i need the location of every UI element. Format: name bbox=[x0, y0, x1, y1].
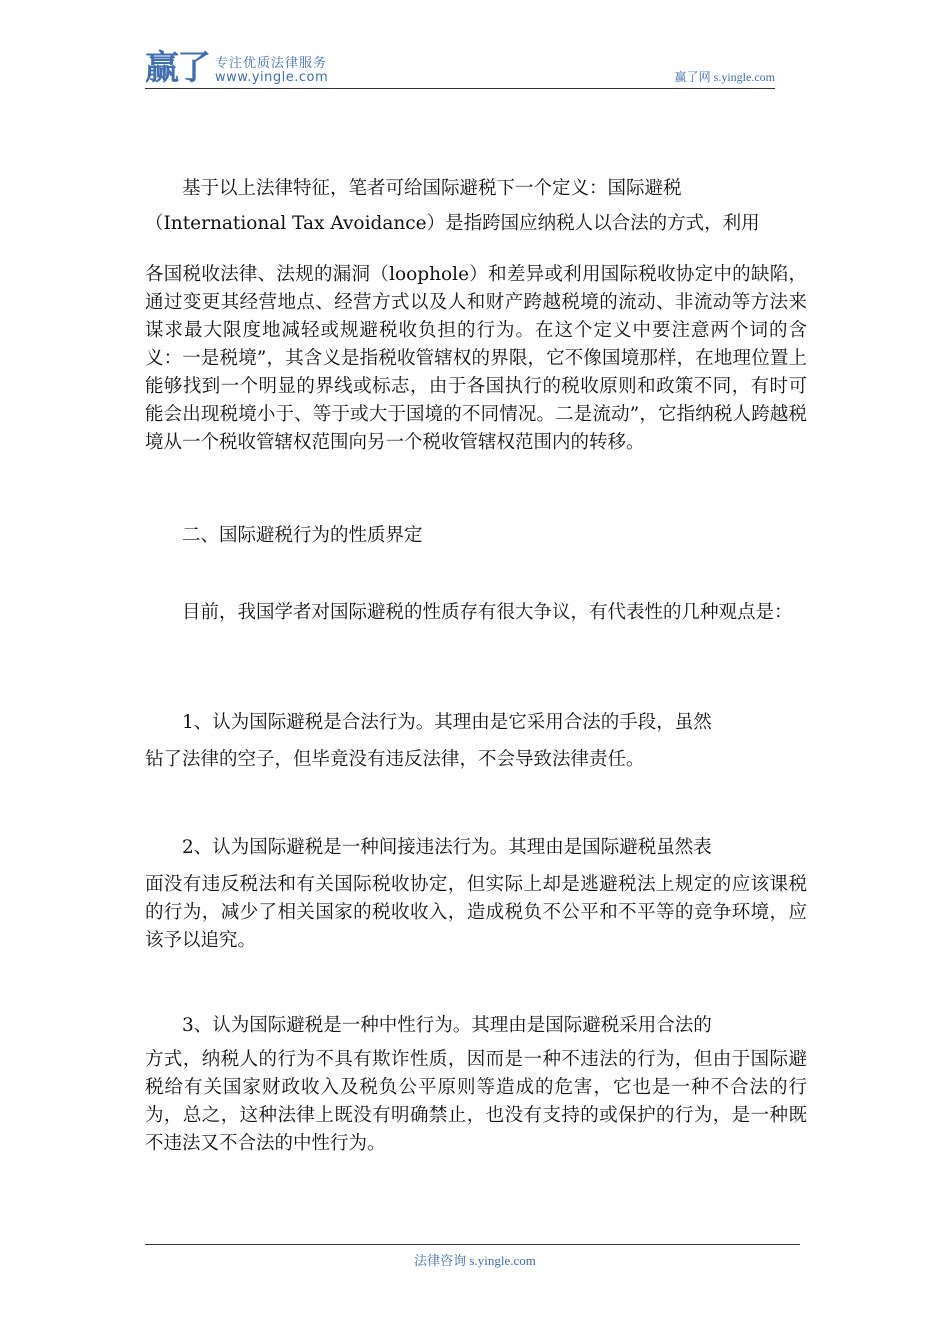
paragraph-definition-line2: （International Tax Avoidance）是指跨国应纳税人以合法的方式，利用 bbox=[145, 213, 760, 234]
paragraph-definition-line1: 基于以上法律特征，笔者可给国际避税下一个定义：国际避税 bbox=[182, 178, 682, 199]
header-divider bbox=[145, 88, 775, 89]
view-2-rest: 面没有违反税法和有关国际税收协定，但实际上却是逃避税法上规定的应该课税的行为，减少了相关国家的税收收入，造成税负不公平和不平等的竞争环境，应该予以追究。 bbox=[145, 874, 807, 951]
footer-divider bbox=[145, 1244, 800, 1245]
view-1-rest: 钻了法律的空子，但毕竟没有违反法律，不会导致法律责任。 bbox=[145, 749, 645, 770]
yingle-logo: 赢了 bbox=[145, 48, 209, 88]
page-header bbox=[145, 48, 775, 90]
paragraph-intro-views: 目前，我国学者对国际避税的性质存有很大争议，有代表性的几种观点是： bbox=[182, 602, 793, 623]
view-2-line1: 2、认为国际避税是一种间接违法行为。其理由是国际避税虽然表 bbox=[182, 837, 712, 858]
view-3-rest: 方式，纳税人的行为不具有欺诈性质，因而是一种不违法的行为，但由于国际避税给有关国家财政收入及税负公平原则等造成的危害，它也是一种不合法的行为，总之，这种法律上既没有明确禁止，也没有支持的或保护的行为，是一种既不违法又不合法的中性行为。 bbox=[145, 1049, 807, 1154]
logo-url: www.yingle.com bbox=[215, 70, 329, 85]
view-3-line1: 3、认为国际避税是一种中性行为。其理由是国际避税采用合法的 bbox=[182, 1015, 712, 1036]
footer-link[interactable]: 法律咨询 s.yingle.com bbox=[414, 1253, 536, 1268]
paragraph-definition-rest: 各国税收法律、法规的漏洞（loophole）和差异或利用国际税收协定中的缺陷，通过变更其经营地点、经营方式以及人和财产跨越税境的流动、非流动等方法来谋求最大限度地减轻或规避税收负担的行为。在这个定义中要注意两个词的含义：一是税境”，其含义是指税收管辖权的界限，它不像国境那样，在地理位置上能够找到一个明显的界线或标志，由于各国执行的税收原则和政策不同，有时可能会出现税境小于、等于或大于国境的不同情况。二是流动”，它指纳税人跨越税境从一个税收管辖权范围向另一个税收管辖权范围内的转移。 bbox=[145, 264, 807, 453]
header-site-label: 赢了网 s.yingle.com bbox=[674, 70, 775, 84]
logo-slogan: 专注优质法律服务 bbox=[215, 56, 328, 71]
view-1-line1: 1、认为国际避税是合法行为。其理由是它采用合法的手段，虽然 bbox=[182, 712, 712, 733]
section-heading: 二、国际避税行为的性质界定 bbox=[182, 525, 423, 546]
